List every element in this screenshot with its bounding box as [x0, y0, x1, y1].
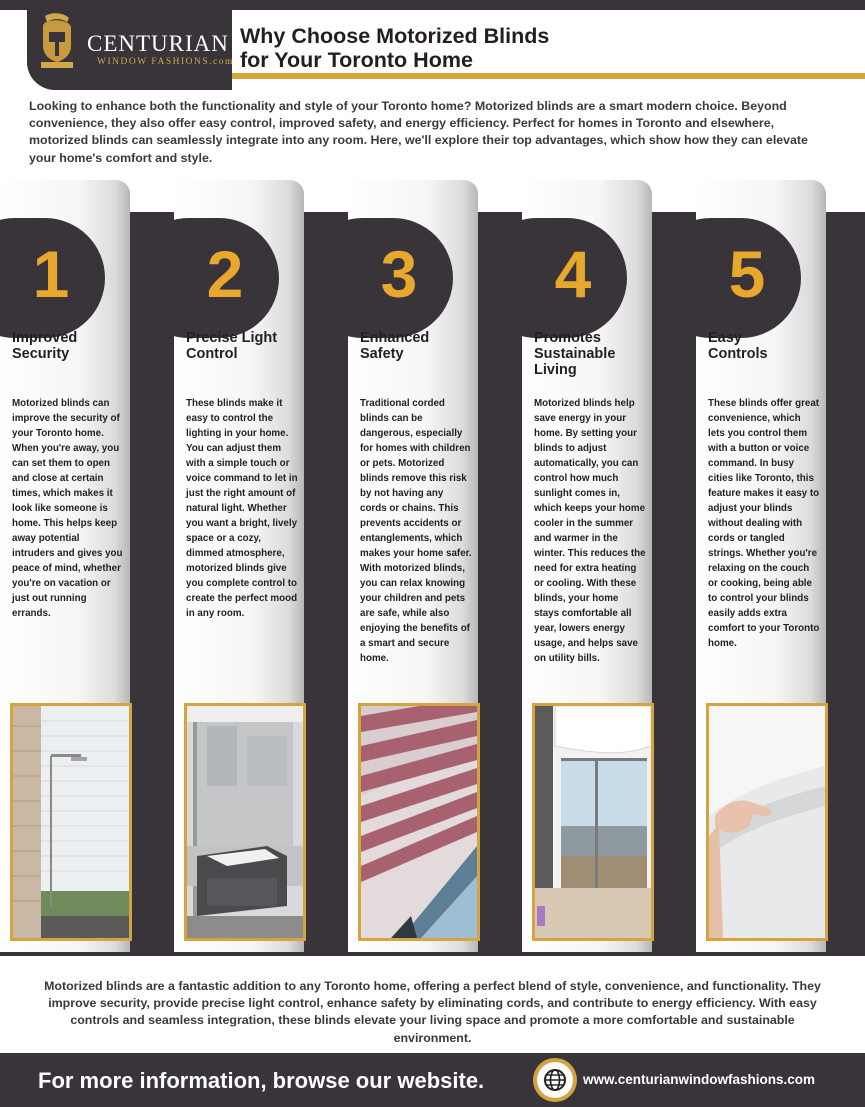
- page-title-line-1: Why Choose Motorized Blinds: [240, 24, 550, 48]
- card-precise-light-control: [174, 180, 304, 952]
- footer: [0, 1053, 865, 1107]
- page-title: [240, 24, 549, 72]
- globe-icon: [543, 1068, 567, 1092]
- card-heading: Enhanced Safety: [360, 330, 430, 362]
- footer-cta: For more information, browse our website.: [38, 1068, 485, 1093]
- card-text: Motorized blinds help save energy in your home. By setting your blinds to adjust automatically, you can control how much sunlight comes in, which keeps your home cooler in the summer and warmer in the winter. This reduces the need for extra heating or cooling. With these blinds, your home stays comfortable all year, lowers energy usage, and helps save on utility bills.: [534, 398, 646, 664]
- summary-paragraph: Motorized blinds are a fantastic addition to any Toronto home, offering a perfect blend of style, convenience, and functionality. They improve security, provide precise light control, enhance safety by eliminating cords, and contribute to energy efficiency. With easy controls and seamless integration, these blinds elevate your living space and promote a more comfortable and sustainable environment.: [44, 979, 821, 1045]
- balcony-door-image: [535, 706, 651, 938]
- card-number: 2: [206, 237, 242, 311]
- hand-adjusting-blind-image: [709, 706, 825, 938]
- card-photo: [358, 703, 480, 941]
- brand-logo[interactable]: [27, 0, 232, 90]
- card-heading: Improved Security: [12, 330, 78, 362]
- cards-bottom-edge: [0, 952, 865, 956]
- title-underline: [232, 73, 865, 79]
- brand-name: CENTURIAN: [87, 31, 229, 56]
- card-improved-security: [0, 180, 130, 952]
- centurion-helmet-icon: [37, 12, 77, 72]
- card-number: 1: [32, 237, 68, 311]
- brand-subtitle: WINDOW FASHIONS.com: [97, 57, 234, 67]
- card-photo: [532, 703, 654, 941]
- zebra-blind-image: [361, 706, 477, 938]
- card-text: Motorized blinds can improve the security of your Toronto home. When you're away, you can set them to open and close at certain times, which makes it look like someone is home. This helps keep away potential intruders and gives you peace of mind, whether you're on vacation or just out running errands.: [12, 398, 123, 619]
- globe-button[interactable]: [533, 1058, 577, 1102]
- card-easy-controls: [696, 180, 826, 952]
- page-title-line-2: for Your Toronto Home: [240, 48, 473, 72]
- card-number: 5: [728, 237, 764, 311]
- card-text: Traditional corded blinds can be dangerous, especially for homes with children or pets. Motorized blinds remove this risk by not having any cords or chains. This prevents accidents or entanglements, which makes your home safer. With motorized blinds, you can relax knowing your children and pets are safe, while also enjoying the benefits of a smart and secure home.: [360, 398, 472, 664]
- intro-paragraph: Looking to enhance both the functionality and style of your Toronto home? Motorized blinds are a smart modern choice. Beyond convenience, they also offer easy control, improved safety, and energy efficiency. Perfect for homes in Toronto and elsewhere, motorized blinds can seamlessly integrate into any room. Here, we'll explore their top advantages, which show how they can elevate your home's comfort and style.: [29, 99, 808, 165]
- card-heading: Easy Controls: [708, 330, 768, 362]
- card-text: These blinds offer great convenience, which lets you control them with a button or voice command. In busy cities like Toronto, this feature makes it easy to adjust your blinds without dealing with cords or tangled strings. Whether you're relaxing on the couch or cooking, being able to control your blinds easily adds extra comfort to your Toronto home.: [708, 398, 820, 649]
- card-number: 3: [380, 237, 416, 311]
- website-link[interactable]: www.centurianwindowfashions.com: [583, 1072, 816, 1087]
- card-heading: Promotes Sustainable Living: [534, 330, 616, 378]
- card-photo: [706, 703, 828, 941]
- patio-roller-shade-image: [187, 706, 303, 938]
- card-promotes-sustainable-living: [522, 180, 652, 952]
- bathroom-blind-image: [13, 706, 129, 938]
- card-enhanced-safety: [348, 180, 478, 952]
- card-heading: Precise Light Control: [186, 330, 278, 362]
- card-number: 4: [554, 237, 590, 311]
- card-photo: [10, 703, 132, 941]
- card-text: These blinds make it easy to control the lighting in your home. You can adjust them with a simple touch or voice command to let in just the right amount of natural light. Whether you want a bright, lively space or a cozy, dimmed atmosphere, motorized blinds give you complete control to create the perfect mood in any room.: [186, 398, 298, 619]
- card-photo: [184, 703, 306, 941]
